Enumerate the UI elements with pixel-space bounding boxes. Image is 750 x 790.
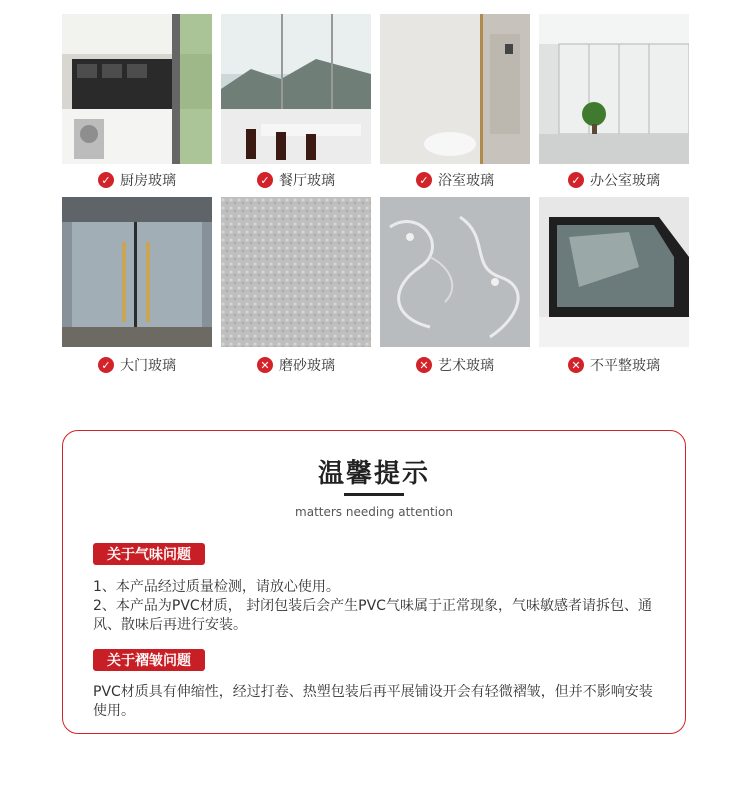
check-icon: ✓ [416, 172, 432, 188]
caption-label: 浴室玻璃 [438, 173, 494, 189]
kitchen-glass-image [62, 14, 212, 164]
door-glass-image [62, 197, 212, 347]
caption-dining [221, 170, 371, 190]
check-icon: ✓ [568, 172, 584, 188]
office-glass-image [539, 14, 689, 164]
caption-frosted [221, 355, 371, 375]
cross-icon: ✕ [568, 357, 584, 373]
frosted-glass-image [221, 197, 371, 347]
check-icon: ✓ [98, 172, 114, 188]
uneven-glass-image [539, 197, 689, 347]
caption-label: 大门玻璃 [120, 358, 176, 374]
caption-label: 磨砂玻璃 [279, 358, 335, 374]
odor-line-2: 2、本产品为PVC材质， 封闭包装后会产生PVC气味属于正常现象，气味敏感者请拆包、通风、散味后再进行安装。 [93, 598, 652, 633]
caption-office [539, 170, 689, 190]
odor-line-1: 1、本产品经过质量检测，请放心使用。 [93, 579, 340, 595]
caption-uneven [539, 355, 689, 375]
caption-bathroom [380, 170, 530, 190]
caption-label: 办公室玻璃 [590, 173, 660, 189]
dining-glass-image [221, 14, 371, 164]
art-glass-image [380, 197, 530, 347]
bathroom-glass-image [380, 14, 530, 164]
caption-door [62, 355, 212, 375]
title-underline [344, 493, 404, 496]
check-icon: ✓ [98, 357, 114, 373]
wrinkle-line-1: PVC材质具有伸缩性，经过打卷、热塑包装后再平展铺设开会有轻微褶皱，但并不影响安装使用。 [93, 684, 653, 719]
caption-label: 艺术玻璃 [438, 358, 494, 374]
tips-subtitle: matters needing attention [295, 505, 453, 519]
caption-kitchen [62, 170, 212, 190]
check-icon: ✓ [257, 172, 273, 188]
cross-icon: ✕ [257, 357, 273, 373]
section-tag-odor: 关于气味问题 [93, 543, 205, 565]
cross-icon: ✕ [416, 357, 432, 373]
caption-label: 餐厅玻璃 [279, 173, 335, 189]
caption-label: 厨房玻璃 [120, 173, 176, 189]
caption-art [380, 355, 530, 375]
caption-label: 不平整玻璃 [590, 358, 660, 374]
section-tag-wrinkle: 关于褶皱问题 [93, 649, 205, 671]
tips-title: 温馨提示 [317, 459, 430, 489]
tips-panel [62, 430, 686, 734]
